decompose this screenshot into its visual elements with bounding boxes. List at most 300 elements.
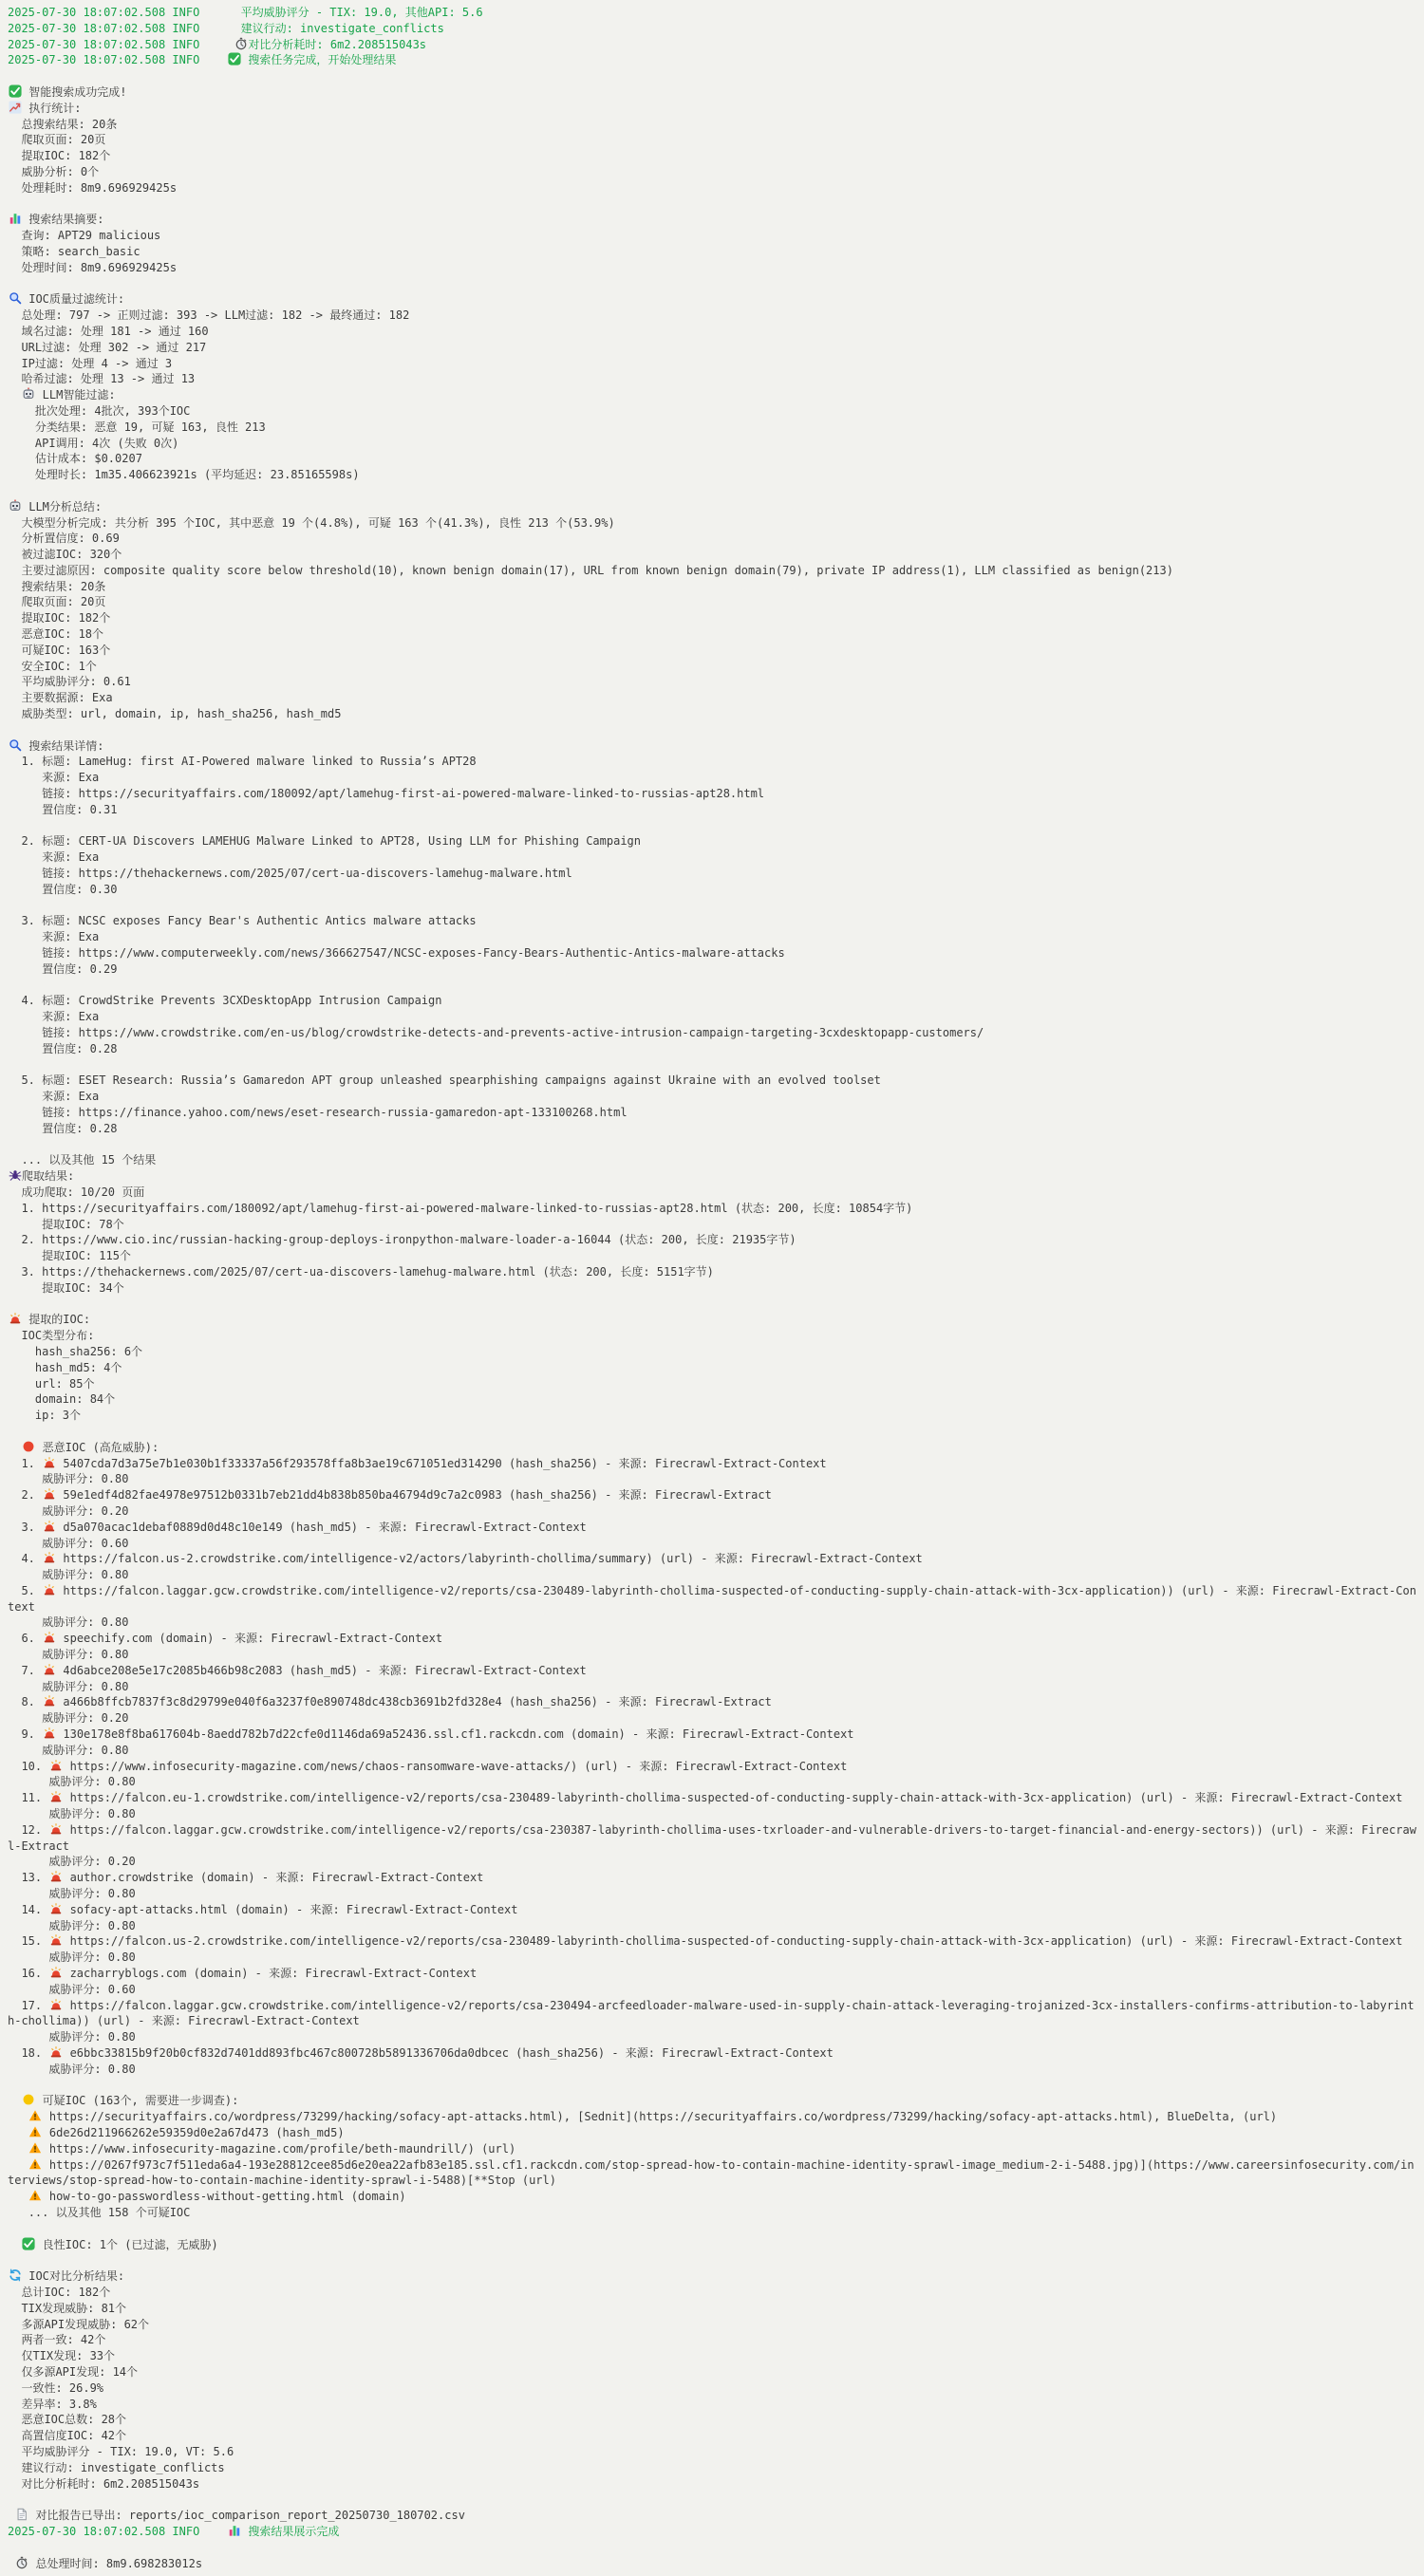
log-text: 执行统计:	[22, 101, 82, 115]
output-line	[8, 1647, 1416, 1663]
output-line	[8, 818, 1416, 834]
log-text: 2025-07-30 18:07:02.508 INFO 建议行动: investigate_conflicts	[8, 21, 444, 35]
log-text: 威胁评分: 0.80	[8, 1472, 129, 1486]
log-text: 可疑IOC (163个, 需要进一步调查):	[35, 2094, 239, 2108]
log-text: 置信度: 0.30	[8, 882, 118, 896]
log-text: url: 85个	[8, 1376, 95, 1391]
output-line	[8, 1567, 1416, 1583]
output-line	[8, 2412, 1416, 2428]
log-text: 成功爬取: 10/20 页面	[8, 1185, 145, 1199]
output-line	[8, 2062, 1416, 2078]
output-line	[8, 499, 1416, 515]
log-text: 平均威胁评分: 0.61	[8, 675, 131, 689]
output-line	[8, 802, 1416, 818]
output-line	[8, 291, 1416, 308]
log-text: 来源: Exa	[8, 1010, 100, 1024]
output-line	[8, 898, 1416, 914]
output-line	[8, 786, 1416, 802]
output-line	[8, 945, 1416, 961]
output-line	[8, 2301, 1416, 2317]
log-text: ip: 3个	[8, 1409, 82, 1423]
log-text: 提取IOC: 34个	[8, 1280, 124, 1295]
siren-icon	[42, 1663, 56, 1679]
log-text: 2025-07-30 18:07:02.508 INFO	[8, 53, 228, 67]
output-line	[8, 2460, 1416, 2476]
output-line	[8, 1806, 1416, 1822]
output-line	[8, 1360, 1416, 1376]
log-text: 安全IOC: 1个	[8, 659, 97, 673]
output-line	[8, 2317, 1416, 2333]
siren-icon	[48, 1822, 63, 1839]
log-text	[8, 2126, 28, 2139]
output-line	[8, 1201, 1416, 1217]
output-line	[8, 2141, 1416, 2157]
log-text: 5.	[8, 1583, 43, 1597]
log-text: 多源API发现威胁: 62个	[8, 2317, 150, 2331]
log-text: 搜索结果摘要:	[22, 213, 104, 227]
log-text: 1. 标题: LameHug: first AI-Powered malware linked to Russia’s APT28	[8, 755, 477, 769]
log-text: 威胁评分: 0.80	[8, 1568, 129, 1582]
stopwatch-icon	[234, 37, 248, 53]
terminal-output	[8, 5, 1416, 2571]
output-line	[8, 356, 1416, 372]
log-text: 2. https://www.cio.inc/russian-hacking-group-deploys-ironpython-malware-loader-a-16044 (状态: 200, 长度: 21935字节)	[8, 1233, 796, 1247]
log-text: 2. 标题: CERT-UA Discovers LAMEHUG Malware Linked to APT28, Using LLM for Phishing Campaign	[8, 834, 641, 849]
output-line	[8, 1391, 1416, 1408]
log-line	[8, 52, 1416, 68]
log-text: 5. 标题: ESET Research: Russia’s Gamaredon APT group unleashed spearphishing campaigns against Ukraine with an evolved toolset	[8, 1073, 881, 1088]
log-text	[8, 2238, 21, 2251]
log-text: 3. 标题: NCSC exposes Fancy Bear's Authentic Antics malware attacks	[8, 914, 477, 928]
log-text: hash_md5: 4个	[8, 1360, 122, 1374]
warning-icon	[28, 2141, 43, 2157]
output-line	[8, 2109, 1416, 2125]
log-text: 查询: APT29 malicious	[8, 229, 161, 243]
log-text: IOC对比分析结果:	[22, 2269, 125, 2284]
log-text: https://falcon.eu-1.crowdstrike.com/intelligence-v2/reports/csa-230489-labyrinth-chollima-suspected-of-conducting-supply-chain-attack-with-3cx-application) (url) - 来源: Firecrawl-Extract-Context	[63, 1791, 1403, 1805]
output-line	[8, 1710, 1416, 1727]
log-text: 估计成本: $0.0207	[8, 452, 142, 466]
output-line	[8, 563, 1416, 579]
log-text: 威胁类型: url, domain, ip, hash_sha256, hash_md5	[8, 707, 342, 721]
output-line	[8, 1185, 1416, 1201]
log-text: 威胁评分: 0.80	[8, 2062, 136, 2076]
output-line	[8, 324, 1416, 340]
output-line	[8, 2237, 1416, 2253]
log-text: 11.	[8, 1791, 49, 1805]
warning-icon	[28, 2109, 43, 2125]
output-line	[8, 929, 1416, 945]
output-line	[8, 68, 1416, 84]
output-line	[8, 626, 1416, 643]
output-line	[8, 1440, 1416, 1456]
output-line	[8, 1727, 1416, 1743]
output-line	[8, 674, 1416, 690]
output-line	[8, 1536, 1416, 1552]
log-text: 6.	[8, 1632, 43, 1646]
output-line	[8, 2285, 1416, 2301]
log-text: 威胁评分: 0.80	[8, 1887, 136, 1901]
output-line	[8, 2364, 1416, 2380]
output-line	[8, 1520, 1416, 1536]
output-line	[8, 1487, 1416, 1503]
log-text: 威胁评分: 0.60	[8, 1536, 129, 1550]
log-text: 对比报告已导出: reports/ioc_comparison_report_20250730_180702.csv	[28, 2509, 465, 2523]
output-line	[8, 1152, 1416, 1168]
siren-icon	[8, 1312, 22, 1328]
log-text: 威胁评分: 0.20	[8, 1711, 129, 1726]
log-text: 策略: search_basic	[8, 244, 141, 258]
log-text: 2025-07-30 18:07:02.508 INFO 平均威胁评分 - TIX: 19.0, 其他API: 5.6	[8, 6, 483, 19]
output-line	[8, 2157, 1416, 2190]
output-line	[8, 1408, 1416, 1424]
log-text	[8, 2158, 28, 2172]
output-line	[8, 2045, 1416, 2062]
output-line	[8, 1025, 1416, 1041]
log-text: IP过滤: 处理 4 -> 通过 3	[8, 356, 173, 370]
output-line	[8, 483, 1416, 499]
output-line	[8, 1217, 1416, 1233]
log-text	[8, 2190, 28, 2203]
output-line	[8, 2492, 1416, 2508]
output-line	[8, 308, 1416, 324]
robot-icon	[21, 387, 35, 403]
log-text: https://www.infosecurity-magazine.com/news/chaos-ransomware-wave-attacks/) (url) - 来源: Firecrawl-Extract-Context	[63, 1759, 848, 1773]
log-text: 差异率: 3.8%	[8, 2397, 97, 2411]
log-text: 智能搜索成功完成!	[22, 84, 127, 99]
output-line	[8, 244, 1416, 260]
log-text: 链接: https://finance.yahoo.com/news/eset-research-russia-gamaredon-apt-133100268.html	[8, 1105, 628, 1119]
log-text: 9.	[8, 1727, 43, 1742]
log-text: https://falcon.us-2.crowdstrike.com/intelligence-v2/reports/csa-230489-labyrinth-chollima-suspected-of-conducting-supply-chain-attack-with-3cx-application) (url) - 来源: Firecrawl-Extract-Context	[63, 1934, 1403, 1949]
output-line	[8, 1854, 1416, 1870]
output-line	[8, 420, 1416, 436]
output-line	[8, 260, 1416, 276]
output-line	[8, 1663, 1416, 1679]
log-text: 链接: https://securityaffairs.com/180092/apt/lamehug-first-ai-powered-malware-linked-to-russias-apt28.html	[8, 787, 765, 801]
log-text: 搜索结果: 20条	[8, 579, 106, 593]
siren-icon	[42, 1551, 56, 1567]
log-text: 两者一致: 42个	[8, 2333, 106, 2347]
output-line	[8, 1471, 1416, 1487]
output-line	[8, 196, 1416, 213]
output-line	[8, 1982, 1416, 1998]
log-text: 仅多源API发现: 14个	[8, 2364, 139, 2379]
output-line	[8, 1280, 1416, 1297]
siren-icon	[48, 1933, 63, 1950]
output-line	[8, 228, 1416, 244]
output-line	[8, 515, 1416, 532]
log-text: API调用: 4次 (失败 0次)	[8, 436, 179, 450]
log-text	[8, 388, 21, 401]
log-line	[8, 5, 1416, 21]
output-line	[8, 1870, 1416, 1886]
output-line	[8, 164, 1416, 180]
log-text: 主要过滤原因: composite quality score below threshold(10), known benign domain(17), URL from known benign domain(79), private IP address(1), LLM classified as benign(213)	[8, 563, 1173, 577]
output-line	[8, 2556, 1416, 2572]
log-text: 搜索结果详情:	[22, 738, 104, 753]
siren-icon	[48, 1759, 63, 1775]
siren-icon	[42, 1487, 56, 1503]
output-line	[8, 1105, 1416, 1121]
log-text: 来源: Exa	[8, 1090, 100, 1104]
siren-icon	[48, 1870, 63, 1886]
stopwatch-icon	[14, 2556, 28, 2572]
output-line	[8, 1759, 1416, 1775]
output-line	[8, 594, 1416, 610]
log-text: 高置信度IOC: 42个	[8, 2429, 127, 2443]
log-text: 威胁评分: 0.80	[8, 1807, 136, 1821]
output-line	[8, 2205, 1416, 2221]
log-text: 15.	[8, 1934, 49, 1949]
log-text: 总处理: 797 -> 正则过滤: 393 -> LLM过滤: 182 -> 最终通过: 182	[8, 308, 410, 323]
log-text: 置信度: 0.29	[8, 961, 118, 976]
check-icon	[8, 84, 22, 101]
output-line	[8, 1376, 1416, 1392]
log-text: 被过滤IOC: 320个	[8, 548, 122, 562]
log-text: 威胁评分: 0.80	[8, 1743, 129, 1757]
output-line	[8, 1822, 1416, 1855]
sync-icon	[8, 2268, 22, 2285]
log-text: 来源: Exa	[8, 850, 100, 865]
log-text: 威胁评分: 0.80	[8, 1648, 129, 1662]
output-line	[8, 2332, 1416, 2348]
log-text: 威胁评分: 0.60	[8, 1982, 136, 1996]
document-icon	[14, 2508, 28, 2524]
output-line	[8, 1297, 1416, 1313]
output-line	[8, 1456, 1416, 1472]
log-text: https://falcon.laggar.gcw.crowdstrike.com/intelligence-v2/reports/csa-230494-arcfeedloader-malware-used-in-supply-chain-attack-leveraging-trojanized-3cx-installers-confirms-attribution-to-labyrinth-chollima)) (url) - 来源: Firecrawl-Extract-Context	[8, 1998, 1415, 2028]
log-text: 威胁评分: 0.80	[8, 1918, 136, 1932]
log-text	[8, 2094, 21, 2107]
output-line	[8, 1950, 1416, 1966]
log-text: 链接: https://thehackernews.com/2025/07/cert-ua-discovers-lamehug-malware.html	[8, 867, 572, 881]
log-text: 59e1edf4d82fae4978e97512b0331b7eb21dd4b838b850ba46794d9c7a2c0983 (hash_sha256) - 来源: Firecrawl-Extract	[56, 1488, 772, 1503]
output-line	[8, 1344, 1416, 1360]
log-text: https://falcon.us-2.crowdstrike.com/intelligence-v2/actors/labyrinth-chollima/summary) (url) - 来源: Firecrawl-Extract-Context	[56, 1552, 923, 1566]
log-text: 分析置信度: 0.69	[8, 532, 120, 546]
log-text: URL过滤: 处理 302 -> 通过 217	[8, 340, 207, 354]
log-text: 恶意IOC (高危威胁):	[35, 1440, 159, 1454]
output-line	[8, 340, 1416, 356]
output-line	[8, 690, 1416, 706]
log-text: 搜索结果展示完成	[241, 2524, 340, 2538]
log-text	[8, 2142, 28, 2156]
output-line	[8, 2540, 1416, 2556]
log-text: 批次处理: 4批次, 393个IOC	[8, 403, 191, 418]
output-line	[8, 212, 1416, 228]
siren-icon	[48, 1966, 63, 1982]
output-line	[8, 1551, 1416, 1567]
output-line	[8, 436, 1416, 452]
log-text: 置信度: 0.31	[8, 802, 118, 816]
log-text: 提取的IOC:	[22, 1313, 91, 1327]
log-text: 处理耗时: 8m9.696929425s	[8, 180, 178, 195]
search-icon	[8, 738, 22, 755]
log-text: 威胁评分: 0.80	[8, 1615, 129, 1630]
output-line	[8, 706, 1416, 722]
log-text: 1.	[8, 1456, 43, 1470]
log-text: 12.	[8, 1822, 49, 1837]
output-line	[8, 1248, 1416, 1264]
bar-chart-icon	[8, 212, 22, 228]
output-line	[8, 117, 1416, 133]
log-text: 域名过滤: 处理 181 -> 通过 160	[8, 324, 209, 338]
output-line	[8, 2428, 1416, 2444]
log-text: 8.	[8, 1695, 43, 1709]
warning-icon	[28, 2125, 43, 2141]
spider-icon	[8, 1168, 22, 1185]
output-line	[8, 1631, 1416, 1647]
log-text: 来源: Exa	[8, 930, 100, 944]
log-text	[8, 1441, 21, 1454]
output-line	[8, 1679, 1416, 1695]
log-text: 仅TIX发现: 33个	[8, 2349, 116, 2363]
output-line	[8, 643, 1416, 659]
bar-chart-icon	[227, 2524, 241, 2540]
output-line	[8, 1168, 1416, 1185]
output-line	[8, 132, 1416, 148]
log-text	[8, 2557, 14, 2570]
log-text: 提取IOC: 182个	[8, 611, 111, 625]
siren-icon	[48, 1902, 63, 1918]
log-line	[8, 21, 1416, 37]
output-line	[8, 1073, 1416, 1089]
output-line	[8, 1918, 1416, 1934]
output-line	[8, 754, 1416, 770]
log-text: 对比分析耗时: 6m2.208515043s	[248, 37, 427, 51]
log-text: https://securityaffairs.co/wordpress/73299/hacking/sofacy-apt-attacks.html), [Sednit](https://securityaffairs.co/wordpress/73299/hacking/sofacy-apt-attacks.html), BlueDelta, (url)	[42, 2110, 1278, 2124]
output-line	[8, 1264, 1416, 1280]
log-text: 14.	[8, 1902, 49, 1916]
log-text: 3.	[8, 1520, 43, 1534]
log-text: 良性IOC: 1个 (已过滤，无威胁)	[35, 2237, 218, 2251]
log-text: zacharryblogs.com (domain) - 来源: Firecrawl-Extract-Context	[63, 1967, 478, 1981]
check-icon	[227, 52, 241, 68]
output-line	[8, 1328, 1416, 1344]
siren-icon	[42, 1727, 56, 1743]
output-line	[8, 2508, 1416, 2524]
output-line	[8, 993, 1416, 1009]
output-line	[8, 101, 1416, 117]
log-text: 爬取页面: 20页	[8, 133, 106, 147]
output-line	[8, 833, 1416, 849]
log-text: LLM智能过滤:	[35, 388, 116, 402]
siren-icon	[42, 1631, 56, 1647]
log-text: how-to-go-passwordless-without-getting.html (domain)	[42, 2190, 406, 2204]
log-text: 4. 标题: CrowdStrike Prevents 3CXDesktopApp Intrusion Campaign	[8, 994, 442, 1008]
output-line	[8, 1743, 1416, 1759]
log-text: 爬取页面: 20页	[8, 595, 106, 609]
log-text: 威胁评分: 0.80	[8, 2030, 136, 2044]
log-text: 哈希过滤: 处理 13 -> 通过 13	[8, 372, 196, 386]
log-text: 总计IOC: 182个	[8, 2285, 111, 2299]
output-line	[8, 722, 1416, 738]
output-line	[8, 2221, 1416, 2237]
output-line	[8, 2348, 1416, 2364]
log-text: 威胁评分: 0.20	[8, 1503, 129, 1518]
log-text: 搜索任务完成，开始处理结果	[241, 53, 397, 67]
output-line	[8, 84, 1416, 101]
output-line	[8, 882, 1416, 898]
log-text: LLM分析总结:	[22, 499, 103, 513]
output-line	[8, 1312, 1416, 1328]
log-line	[8, 37, 1416, 53]
siren-icon	[42, 1583, 56, 1599]
log-text: https://falcon.laggar.gcw.crowdstrike.com/intelligence-v2/reports/csa-230387-labyrinth-chollima-uses-txrloader-and-vulnerable-drivers-to-target-financial-and-energy-sectors)) (url) - 来源: Firecrawl-Extract	[8, 1822, 1416, 1853]
log-text: 威胁分析: 0个	[8, 164, 100, 178]
siren-icon	[42, 1456, 56, 1472]
warning-icon	[28, 2189, 43, 2205]
log-text: 置信度: 0.28	[8, 1121, 118, 1135]
output-line	[8, 2476, 1416, 2492]
log-text: 16.	[8, 1967, 49, 1981]
output-line	[8, 1232, 1416, 1248]
log-text: https://falcon.laggar.gcw.crowdstrike.com/intelligence-v2/reports/csa-230489-labyrinth-chollima-suspected-of-conducting-supply-chain-attack-with-3cx-application)) (url) - 来源: Firecrawl-Extract-Context	[8, 1583, 1416, 1614]
output-line	[8, 2397, 1416, 2413]
output-line	[8, 1966, 1416, 1982]
log-text: https://0267f973c7f511eda6a4-193e28812cee85d6e20ea22afb83e185.ssl.cf1.rackcdn.com/stop-spread-how-to-contain-machine-identity-sprawl-image_medium-2-i-5488.jpg)](https://www.careersinfosecurity.com/interviews/stop-spread-how-to-contain-machine-identity-sprawl-i-5488)[**Stop (url)	[8, 2157, 1415, 2188]
red-circle-icon	[21, 1440, 35, 1456]
siren-icon	[42, 1694, 56, 1710]
log-text: speechify.com (domain) - 来源: Firecrawl-Extract-Context	[56, 1632, 443, 1646]
log-text: ... 以及其他 15 个结果	[8, 1153, 157, 1167]
log-text: TIX发现威胁: 81个	[8, 2301, 127, 2315]
log-text: 威胁评分: 0.80	[8, 1951, 136, 1965]
output-line	[8, 1902, 1416, 1918]
log-text: 2025-07-30 18:07:02.508 INFO	[8, 2524, 228, 2538]
output-line	[8, 467, 1416, 483]
log-text: 恶意IOC: 18个	[8, 627, 104, 642]
log-line	[8, 2524, 1416, 2540]
chart-up-icon	[8, 101, 22, 117]
log-text: 爬取结果:	[22, 1169, 75, 1184]
output-line	[8, 180, 1416, 196]
yellow-circle-icon	[21, 2093, 35, 2109]
log-text: 链接: https://www.computerweekly.com/news/366627547/NCSC-exposes-Fancy-Bears-Authentic-Antics-malware-attacks	[8, 946, 785, 961]
output-line	[8, 1933, 1416, 1950]
log-text: 2.	[8, 1488, 43, 1503]
log-text: 2025-07-30 18:07:02.508 INFO	[8, 37, 234, 51]
output-line	[8, 1886, 1416, 1902]
log-text: 10.	[8, 1759, 49, 1773]
output-line	[8, 1615, 1416, 1631]
warning-icon	[28, 2157, 43, 2174]
log-text: 主要数据源: Exa	[8, 691, 113, 705]
siren-icon	[48, 2045, 63, 2062]
log-text: 建议行动: investigate_conflicts	[8, 2460, 225, 2474]
output-line	[8, 547, 1416, 563]
output-line	[8, 2189, 1416, 2205]
output-line	[8, 1998, 1416, 2030]
siren-icon	[48, 1998, 63, 2014]
log-text: 大模型分析完成: 共分析 395 个IOC, 其中恶意 19 个(4.8%), 可疑 163 个(41.3%), 良性 213 个(53.9%)	[8, 515, 615, 530]
output-line	[8, 579, 1416, 595]
output-line	[8, 1583, 1416, 1615]
log-text: 4.	[8, 1552, 43, 1566]
output-line	[8, 738, 1416, 755]
log-text: author.crowdstrike (domain) - 来源: Firecrawl-Extract-Context	[63, 1871, 484, 1885]
output-line	[8, 531, 1416, 547]
output-line	[8, 2444, 1416, 2460]
output-line	[8, 1057, 1416, 1073]
log-text: 提取IOC: 115个	[8, 1249, 131, 1263]
log-text: 4d6abce208e5e17c2085b466b98c2083 (hash_md5) - 来源: Firecrawl-Extract-Context	[56, 1663, 587, 1677]
log-text: 恶意IOC总数: 28个	[8, 2413, 127, 2427]
output-line	[8, 866, 1416, 882]
log-text: 分类结果: 恶意 19, 可疑 163, 良性 213	[8, 420, 266, 434]
log-text: hash_sha256: 6个	[8, 1344, 143, 1358]
